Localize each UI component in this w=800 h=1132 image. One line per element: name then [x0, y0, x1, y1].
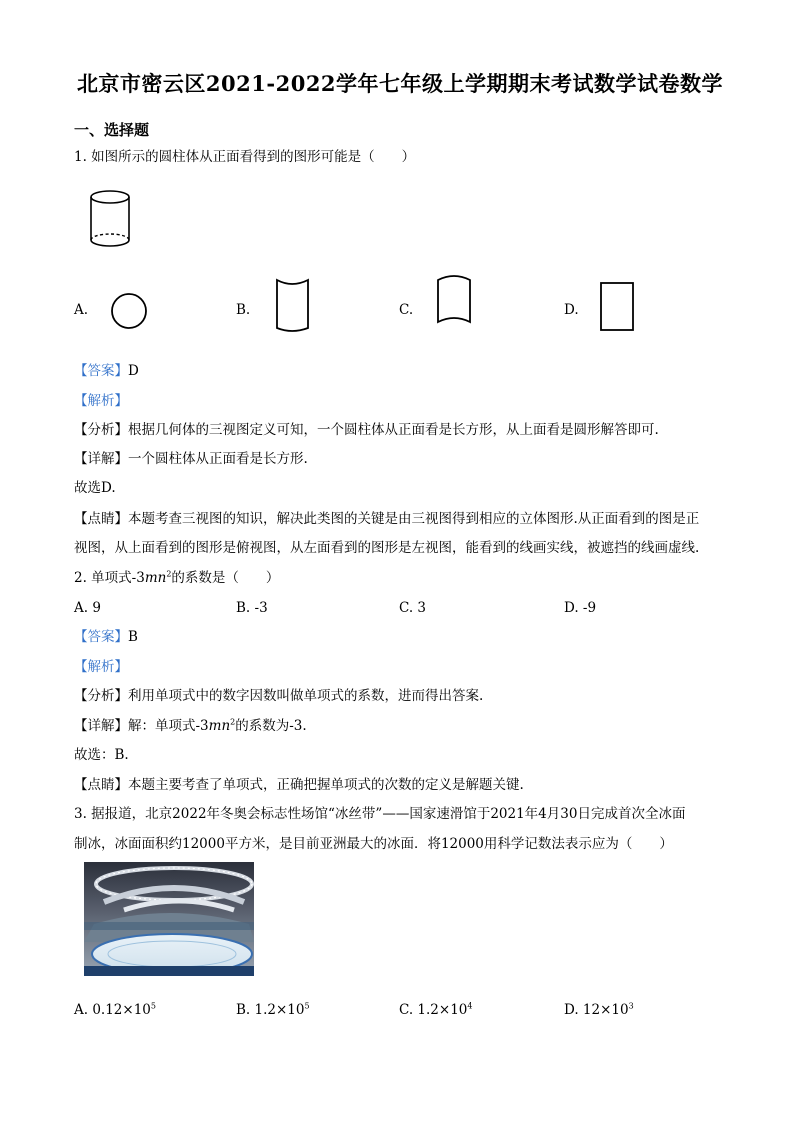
q2-analysis-tag: 【解析】 [74, 659, 128, 675]
q1-fenxi: 根据几何体的三视图定义可知，一个圆柱体从正面看是长方形，从上面看是圆形解答即可. [128, 422, 659, 438]
q2-fenxi-row [74, 686, 483, 706]
q1-detail-row [74, 449, 308, 469]
q3-option-b [236, 1000, 310, 1020]
q3-option-a-exp: 5 [150, 1001, 156, 1011]
q3-option-c-exp: 4 [467, 1001, 473, 1011]
q2-detail-prefix: 解：单项式-3 [128, 718, 209, 734]
q1-option-d-label: D. [564, 302, 579, 318]
q3-option-d-base: D. 12×10 [564, 1002, 629, 1018]
q1-choose: 故选D. [74, 480, 116, 496]
cylinder-figure [86, 188, 136, 250]
q3-option-b-exp: 5 [304, 1001, 310, 1011]
q2-answer: B [128, 629, 138, 645]
q2-option-d: D. -9 [564, 600, 597, 616]
q3-option-a [74, 1000, 156, 1020]
option-d-rectangle-figure [598, 280, 638, 334]
q2-option-b: B. -3 [236, 600, 268, 616]
option-a-circle-figure [110, 292, 150, 332]
q2-choose: 故选：B. [74, 747, 129, 763]
q2-fenxi: 利用单项式中的数字因数叫做单项式的系数，进而得出答案. [128, 688, 484, 704]
q2-question-prefix: 2. 单项式-3 [74, 570, 145, 586]
answer-tag: 【答案】 [74, 629, 128, 645]
q2-comment-row [74, 775, 524, 795]
ice-ribbon-venue-photo [84, 862, 254, 976]
option-c-shape-figure [434, 270, 476, 332]
q3-option-a-base: A. 0.12×10 [74, 1002, 151, 1018]
q1-option-b-label: B. [236, 302, 251, 318]
page-title: 北京市密云区2021-2022学年七年级上学期期末考试数学试卷数学 [76, 71, 724, 96]
q2-detail-var: mn [208, 718, 231, 734]
q1-answer-row [74, 361, 139, 381]
q1-fenxi-row [74, 420, 659, 440]
q1-detail: 一个圆柱体从正面看是长方形. [128, 451, 308, 467]
q1-comment-line2: 视图，从上面看到的图形是俯视图，从左面看到的图形是左视图，能看到的线画实线，被遮挡的线画虚线. [74, 540, 700, 556]
q3-option-c-base: C. 1.2×10 [399, 1002, 468, 1018]
section-heading: 一、选择题 [74, 121, 150, 139]
q2-option-c: C. 3 [399, 600, 427, 616]
q1-analysis-tag: 【解析】 [74, 393, 128, 409]
q2-detail-exp: 2 [230, 717, 236, 727]
option-b-shape-figure [272, 276, 314, 336]
q3-question-line1: 3. 据报道，北京2022年冬奥会标志性场馆“冰丝带”——国家速滑馆于2021年4月30日完成首次全冰面 [74, 806, 686, 822]
q2-question-var: mn [144, 570, 167, 586]
fenxi-tag: 【分析】 [74, 688, 128, 704]
q2-question [74, 568, 279, 588]
detail-tag: 【详解】 [74, 451, 128, 467]
detail-tag: 【详解】 [74, 718, 128, 734]
q2-question-exp: 2 [166, 569, 172, 579]
q2-comment: 本题主要考查了单项式，正确把握单项式的次数的定义是解题关键. [128, 777, 524, 793]
q3-option-d-exp: 3 [628, 1001, 634, 1011]
q2-detail-row [74, 716, 307, 736]
answer-tag: 【答案】 [74, 363, 128, 379]
q2-option-a: A. 9 [74, 600, 101, 616]
q2-question-suffix: 的系数是（ ） [171, 570, 280, 586]
q2-detail-suffix: 的系数为-3. [235, 718, 307, 734]
q3-option-d [564, 1000, 634, 1020]
q3-option-b-base: B. 1.2×10 [236, 1002, 305, 1018]
comment-tag: 【点睛】 [74, 511, 128, 527]
fenxi-tag: 【分析】 [74, 422, 128, 438]
q1-comment-line1: 本题考查三视图的知识，解决此类图的关键是由三视图得到相应的立体图形.从正面看到的图是正 [128, 511, 700, 527]
q3-option-c [399, 1000, 472, 1020]
q1-option-a-label: A. [74, 302, 89, 318]
comment-tag: 【点睛】 [74, 777, 128, 793]
q1-answer: D [128, 363, 139, 379]
q2-answer-row [74, 627, 138, 647]
q1-question: 1. 如图所示的圆柱体从正面看得到的图形可能是（ ） [74, 149, 416, 165]
q3-question-line2: 制冰，冰面面积约12000平方米，是目前亚洲最大的冰面．将12000用科学记数法表示应为（ ） [74, 836, 673, 852]
q1-option-c-label: C. [399, 302, 414, 318]
q1-comment-row [74, 509, 699, 529]
